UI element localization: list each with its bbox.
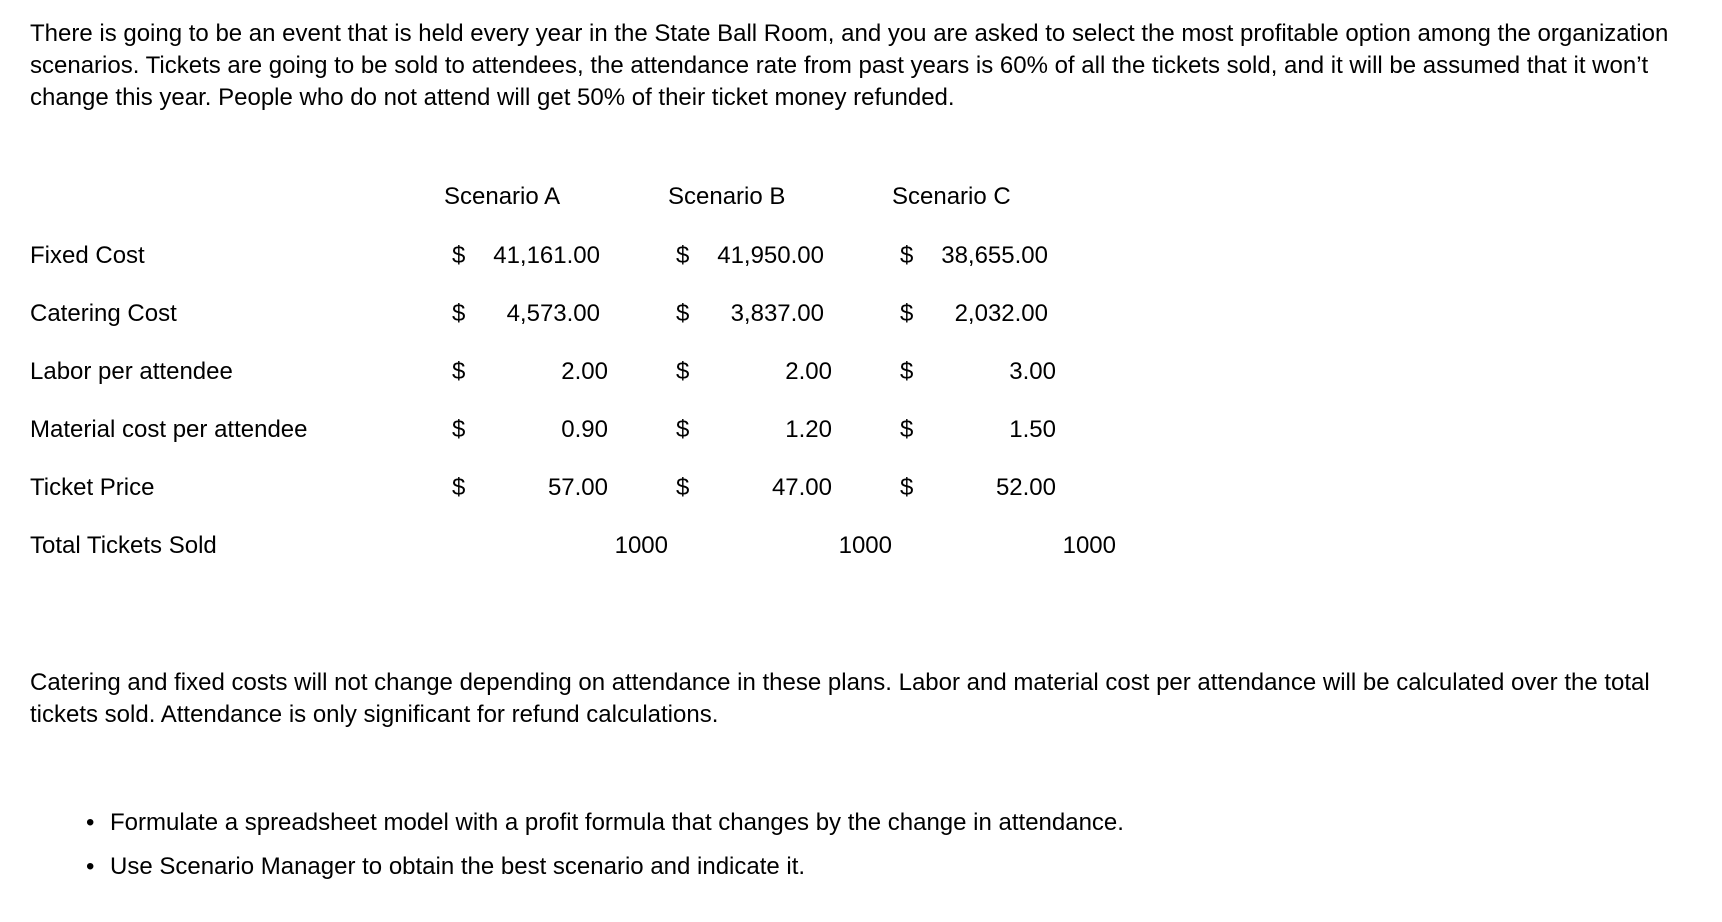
cell-value: 3,837.00	[730, 300, 824, 327]
bullet-icon: •	[86, 853, 95, 880]
currency-symbol: $	[676, 242, 690, 269]
cell-value: 1.50	[1009, 416, 1056, 443]
cell-value: 2,032.00	[954, 300, 1048, 327]
cell-value: 4,573.00	[506, 300, 600, 327]
list-item	[86, 845, 1124, 889]
row-label-ticket-price: Ticket Price	[30, 474, 155, 501]
row-label-material-cost: Material cost per attendee	[30, 416, 308, 443]
cell-value: 3.00	[1009, 358, 1056, 385]
row-label-total-tickets-sold: Total Tickets Sold	[30, 532, 217, 559]
currency-symbol: $	[900, 474, 914, 501]
currency-symbol: $	[452, 358, 466, 385]
currency-symbol: $	[900, 242, 914, 269]
intro-paragraph: There is going to be an event that is held every year in the State Ball Room, and you are asked to select the most profitable option among the organization scenarios. Tickets are going to be sold to attendees, the attendance rate from past years is 60% of all the tickets sold, and it will be assumed that it won’t change this year. People who do not attend will get 50% of their ticket money refunded.	[30, 20, 1669, 111]
header-scenario-a: Scenario A	[444, 183, 561, 210]
header-scenario-c: Scenario C	[892, 183, 1011, 210]
cell-value: 1000	[838, 532, 892, 559]
currency-symbol: $	[676, 474, 690, 501]
currency-symbol: $	[900, 300, 914, 327]
list-item-text: Use Scenario Manager to obtain the best scenario and indicate it.	[110, 853, 806, 880]
currency-symbol: $	[452, 300, 466, 327]
currency-symbol: $	[900, 416, 914, 443]
cell-value: 41,950.00	[717, 242, 824, 269]
cell-value: 1000	[1062, 532, 1116, 559]
cell-value: 1.20	[785, 416, 832, 443]
cell-value: 52.00	[995, 474, 1056, 501]
cell-value: 0.90	[561, 416, 608, 443]
currency-symbol: $	[452, 474, 466, 501]
list-item-text: Formulate a spreadsheet model with a profit formula that changes by the change in attendance.	[110, 809, 1124, 836]
cell-value: 38,655.00	[941, 242, 1048, 269]
cell-value: 57.00	[547, 474, 608, 501]
currency-symbol: $	[900, 358, 914, 385]
row-label-fixed-cost: Fixed Cost	[30, 242, 145, 269]
list-item	[86, 801, 1124, 845]
header-scenario-b: Scenario B	[668, 183, 786, 210]
note-paragraph: Catering and fixed costs will not change depending on attendance in these plans. Labor and material cost per attendance will be calculated over the total tickets sold. Attendance is only significant for refund calculations.	[30, 669, 1650, 728]
currency-symbol: $	[452, 242, 466, 269]
cell-value: 1000	[614, 532, 668, 559]
cell-value: 41,161.00	[493, 242, 600, 269]
task-list	[86, 801, 1124, 889]
cell-value: 47.00	[771, 474, 832, 501]
bullet-icon: •	[86, 809, 95, 836]
currency-symbol: $	[676, 416, 690, 443]
currency-symbol: $	[676, 300, 690, 327]
currency-symbol: $	[452, 416, 466, 443]
row-label-labor-per-attendee: Labor per attendee	[30, 358, 233, 385]
row-label-catering-cost: Catering Cost	[30, 300, 177, 327]
cell-value: 2.00	[785, 358, 832, 385]
currency-symbol: $	[676, 358, 690, 385]
cell-value: 2.00	[561, 358, 608, 385]
